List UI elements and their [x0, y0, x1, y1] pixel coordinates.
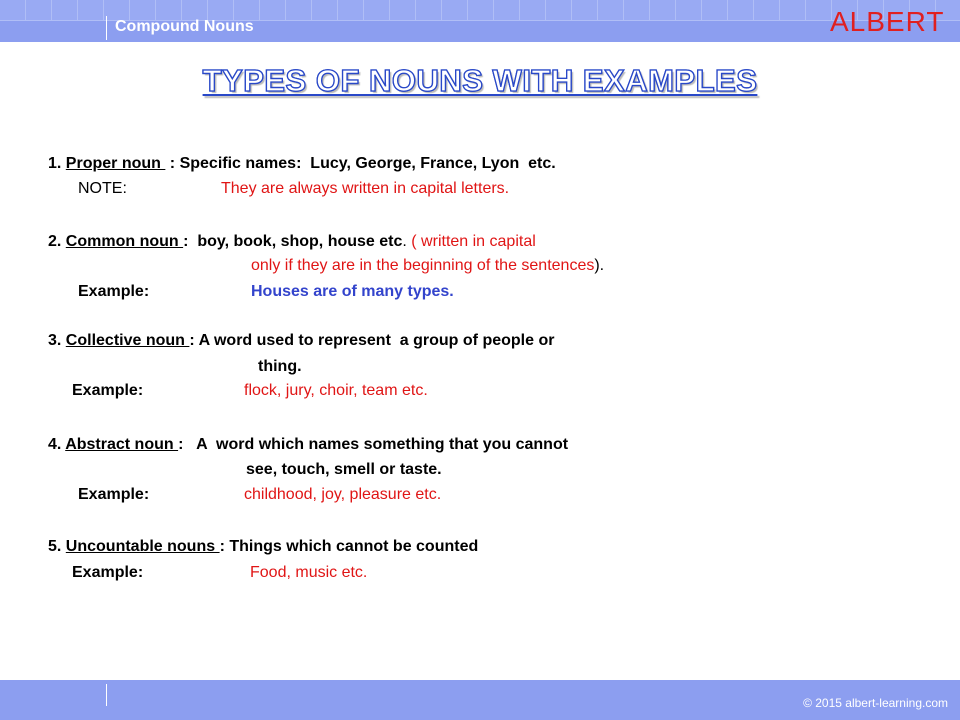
header-tile	[494, 0, 520, 21]
header-tile	[52, 0, 78, 21]
header-tile	[390, 0, 416, 21]
item-number: 3.	[48, 332, 66, 349]
definition-dot: .	[402, 233, 412, 250]
example-common-noun: Houses are of many types.	[251, 283, 454, 300]
header-tile	[780, 0, 806, 21]
definition-collective-noun-cont: thing.	[258, 358, 302, 375]
definition-proper-noun: Specific names: Lucy, George, France, Lyon etc.	[179, 155, 556, 172]
header-tile	[676, 0, 702, 21]
item-number: 1.	[48, 155, 66, 172]
header-tile	[364, 0, 390, 21]
term-collective-noun: Collective noun	[65, 332, 190, 349]
definition-abstract-noun-cont: see, touch, smell or taste.	[246, 461, 442, 478]
list-item-collective-noun	[48, 332, 554, 350]
example-abstract-noun: childhood, joy, pleasure etc.	[244, 486, 442, 503]
header-tile	[260, 0, 286, 21]
logo-text: ALBERT	[830, 6, 945, 37]
capital-note-end: ).	[594, 257, 605, 274]
list-item-proper-noun	[48, 155, 556, 173]
definition-collective-noun: A word used to represent a group of people or	[198, 332, 555, 349]
header-tile	[728, 0, 754, 21]
header-tile	[624, 0, 650, 21]
header-tile	[26, 0, 52, 21]
header-tile	[598, 0, 624, 21]
header-tile	[702, 0, 728, 21]
term-separator: :	[219, 538, 230, 555]
example-label: Example:	[78, 486, 150, 503]
capital-note-2: only if they are in the beginning of the sentences	[251, 257, 595, 274]
term-common-noun: Common noun	[65, 233, 184, 250]
definition-common-noun: boy, book, shop, house etc	[197, 233, 403, 250]
page-title: TYPES OF NOUNS WITH EXAMPLES	[202, 63, 758, 98]
term-proper-noun: Proper noun	[65, 155, 166, 172]
example-uncountable-nouns: Food, music etc.	[250, 564, 368, 581]
item-number: 5.	[48, 538, 66, 555]
header-tile	[650, 0, 676, 21]
definition-abstract-noun: A word which names something that you cannot	[196, 436, 569, 453]
header-title: Compound Nouns	[115, 18, 254, 35]
example-label: Example:	[78, 283, 150, 300]
header-bar	[0, 0, 960, 42]
albert-logo	[812, 4, 948, 38]
header-tile	[0, 0, 26, 21]
example-collective-noun: flock, jury, choir, team etc.	[244, 382, 428, 399]
note-text: They are always written in capital letters.	[221, 180, 510, 197]
header-tile	[442, 0, 468, 21]
header-tile	[312, 0, 338, 21]
header-tile	[546, 0, 572, 21]
capital-note-1: ( written in capital	[411, 233, 536, 250]
header-tile	[78, 0, 104, 21]
item-number: 2.	[48, 233, 66, 250]
footer-bar	[0, 680, 960, 720]
footer-divider	[106, 684, 107, 706]
list-item-common-noun	[48, 233, 536, 251]
header-tile	[754, 0, 780, 21]
term-abstract-noun: Abstract noun	[65, 436, 179, 453]
capital-note-line-2	[251, 257, 604, 275]
note-label: NOTE:	[78, 180, 127, 197]
header-tile	[338, 0, 364, 21]
example-label: Example:	[72, 382, 144, 399]
list-item-uncountable-nouns	[48, 538, 478, 556]
header-tile	[286, 0, 312, 21]
header-divider	[106, 16, 107, 40]
term-uncountable-nouns: Uncountable nouns	[65, 538, 220, 555]
header-tile	[572, 0, 598, 21]
header-tile	[416, 0, 442, 21]
copyright-text: © 2015 albert-learning.com	[803, 696, 948, 710]
definition-uncountable-nouns: Things which cannot be counted	[229, 538, 479, 555]
term-separator: :	[183, 233, 198, 250]
term-separator: :	[165, 155, 180, 172]
term-separator: :	[178, 436, 197, 453]
example-label: Example:	[72, 564, 144, 581]
header-tile	[520, 0, 546, 21]
term-separator: :	[189, 332, 199, 349]
header-tile	[468, 0, 494, 21]
list-item-abstract-noun	[48, 436, 568, 454]
item-number: 4.	[48, 436, 66, 453]
